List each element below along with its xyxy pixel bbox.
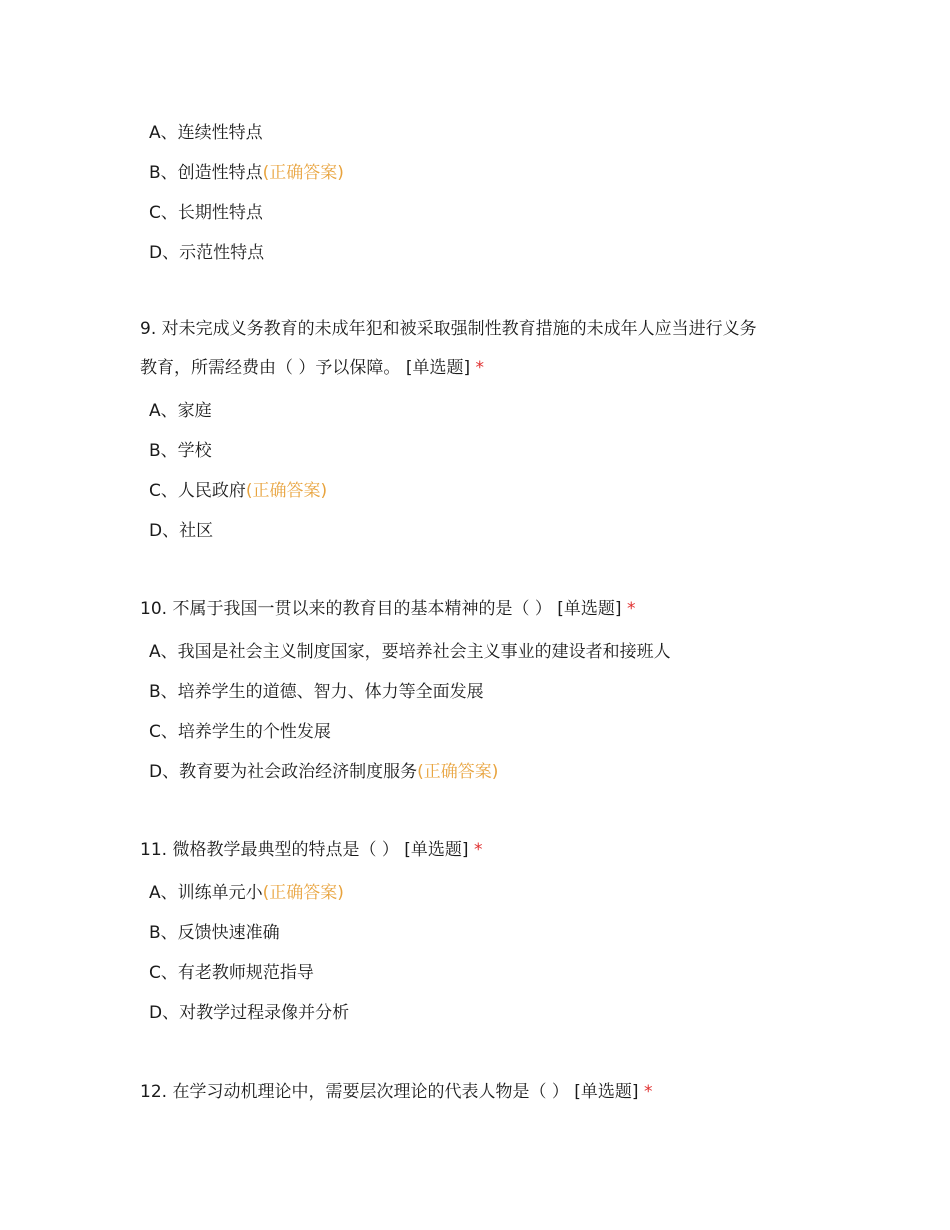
- option-text: 训练单元小: [177, 883, 263, 903]
- option-d[interactable]: [140, 233, 820, 273]
- option-letter: A、: [149, 401, 178, 421]
- option-text: 反馈快速准确: [177, 923, 280, 943]
- question-12: [140, 1073, 820, 1112]
- option-b[interactable]: [140, 913, 820, 953]
- question-text: 在学习动机理论中，需要层次理论的代表人物是（ ）: [172, 1082, 569, 1102]
- question-number: 10.: [140, 599, 168, 619]
- option-text: 教育要为社会政治经济制度服务: [179, 762, 418, 782]
- option-letter: B、: [149, 923, 178, 943]
- option-letter: C、: [149, 722, 178, 742]
- option-letter: D、: [149, 1003, 180, 1023]
- question-type: [单选题]: [404, 840, 469, 860]
- option-letter: D、: [149, 521, 180, 541]
- required-mark: *: [643, 1082, 653, 1102]
- option-text: 对教学过程录像并分析: [179, 1003, 350, 1023]
- option-text: 家庭: [177, 401, 212, 421]
- question-11: [140, 831, 820, 1033]
- option-a[interactable]: [140, 391, 820, 431]
- option-c[interactable]: [140, 953, 820, 993]
- correct-answer-tag: (正确答案): [417, 762, 499, 782]
- option-text: 人民政府: [177, 481, 246, 501]
- question-11-options: [140, 873, 820, 1033]
- option-d[interactable]: [140, 511, 820, 551]
- option-letter: C、: [149, 963, 178, 983]
- option-d[interactable]: [140, 752, 820, 792]
- question-9: [140, 310, 820, 551]
- question-9-options: [140, 391, 820, 551]
- option-text: 我国是社会主义制度国家，要培养社会主义事业的建设者和接班人: [177, 642, 671, 662]
- required-mark: *: [626, 599, 636, 619]
- question-number: 11.: [140, 840, 168, 860]
- option-d[interactable]: [140, 993, 820, 1033]
- option-text: 连续性特点: [177, 123, 263, 143]
- question-title: [140, 1073, 820, 1112]
- question-type: [单选题]: [557, 599, 622, 619]
- correct-answer-tag: (正确答案): [262, 883, 344, 903]
- option-letter: B、: [149, 682, 178, 702]
- question-8: [140, 113, 820, 273]
- correct-answer-tag: (正确答案): [262, 163, 344, 183]
- option-c[interactable]: [140, 193, 820, 233]
- option-letter: D、: [149, 762, 180, 782]
- option-text: 学校: [177, 441, 212, 461]
- option-text: 示范性特点: [179, 243, 265, 263]
- option-text: 有老教师规范指导: [177, 963, 314, 983]
- question-title: [140, 831, 820, 870]
- option-letter: A、: [149, 883, 178, 903]
- option-c[interactable]: [140, 471, 820, 511]
- question-text-line2: 教育，所需经费由（ ）予以保障。: [140, 358, 401, 378]
- required-mark: *: [473, 840, 483, 860]
- option-letter: B、: [149, 441, 178, 461]
- option-b[interactable]: [140, 672, 820, 712]
- question-10-options: [140, 632, 820, 792]
- question-number: 9.: [140, 319, 157, 339]
- question-text: 微格教学最典型的特点是（ ）: [172, 840, 399, 860]
- option-a[interactable]: [140, 113, 820, 153]
- option-letter: B、: [149, 163, 178, 183]
- question-title: [140, 310, 820, 388]
- question-text: 不属于我国一贯以来的教育目的基本精神的是（ ）: [172, 599, 552, 619]
- option-c[interactable]: [140, 712, 820, 752]
- question-number: 12.: [140, 1082, 168, 1102]
- option-letter: A、: [149, 123, 178, 143]
- option-b[interactable]: [140, 431, 820, 471]
- question-text-line1: 对未完成义务教育的未成年犯和被采取强制性教育措施的未成年人应当进行义务: [161, 319, 757, 339]
- option-text: 创造性特点: [177, 163, 263, 183]
- option-a[interactable]: [140, 632, 820, 672]
- option-text: 培养学生的个性发展: [177, 722, 331, 742]
- correct-answer-tag: (正确答案): [245, 481, 328, 501]
- question-title: [140, 590, 820, 629]
- option-text: 社区: [179, 521, 214, 541]
- option-b[interactable]: [140, 153, 820, 193]
- option-letter: A、: [149, 642, 178, 662]
- question-type: [单选题]: [405, 358, 471, 378]
- question-8-options: [140, 113, 820, 273]
- option-letter: D、: [149, 243, 180, 263]
- option-text: 培养学生的道德、智力、体力等全面发展: [177, 682, 484, 702]
- option-letter: C、: [149, 203, 178, 223]
- option-text: 长期性特点: [177, 203, 263, 223]
- question-type: [单选题]: [574, 1082, 639, 1102]
- required-mark: *: [475, 358, 484, 378]
- question-10: [140, 590, 820, 792]
- option-letter: C、: [149, 481, 178, 501]
- option-a[interactable]: [140, 873, 820, 913]
